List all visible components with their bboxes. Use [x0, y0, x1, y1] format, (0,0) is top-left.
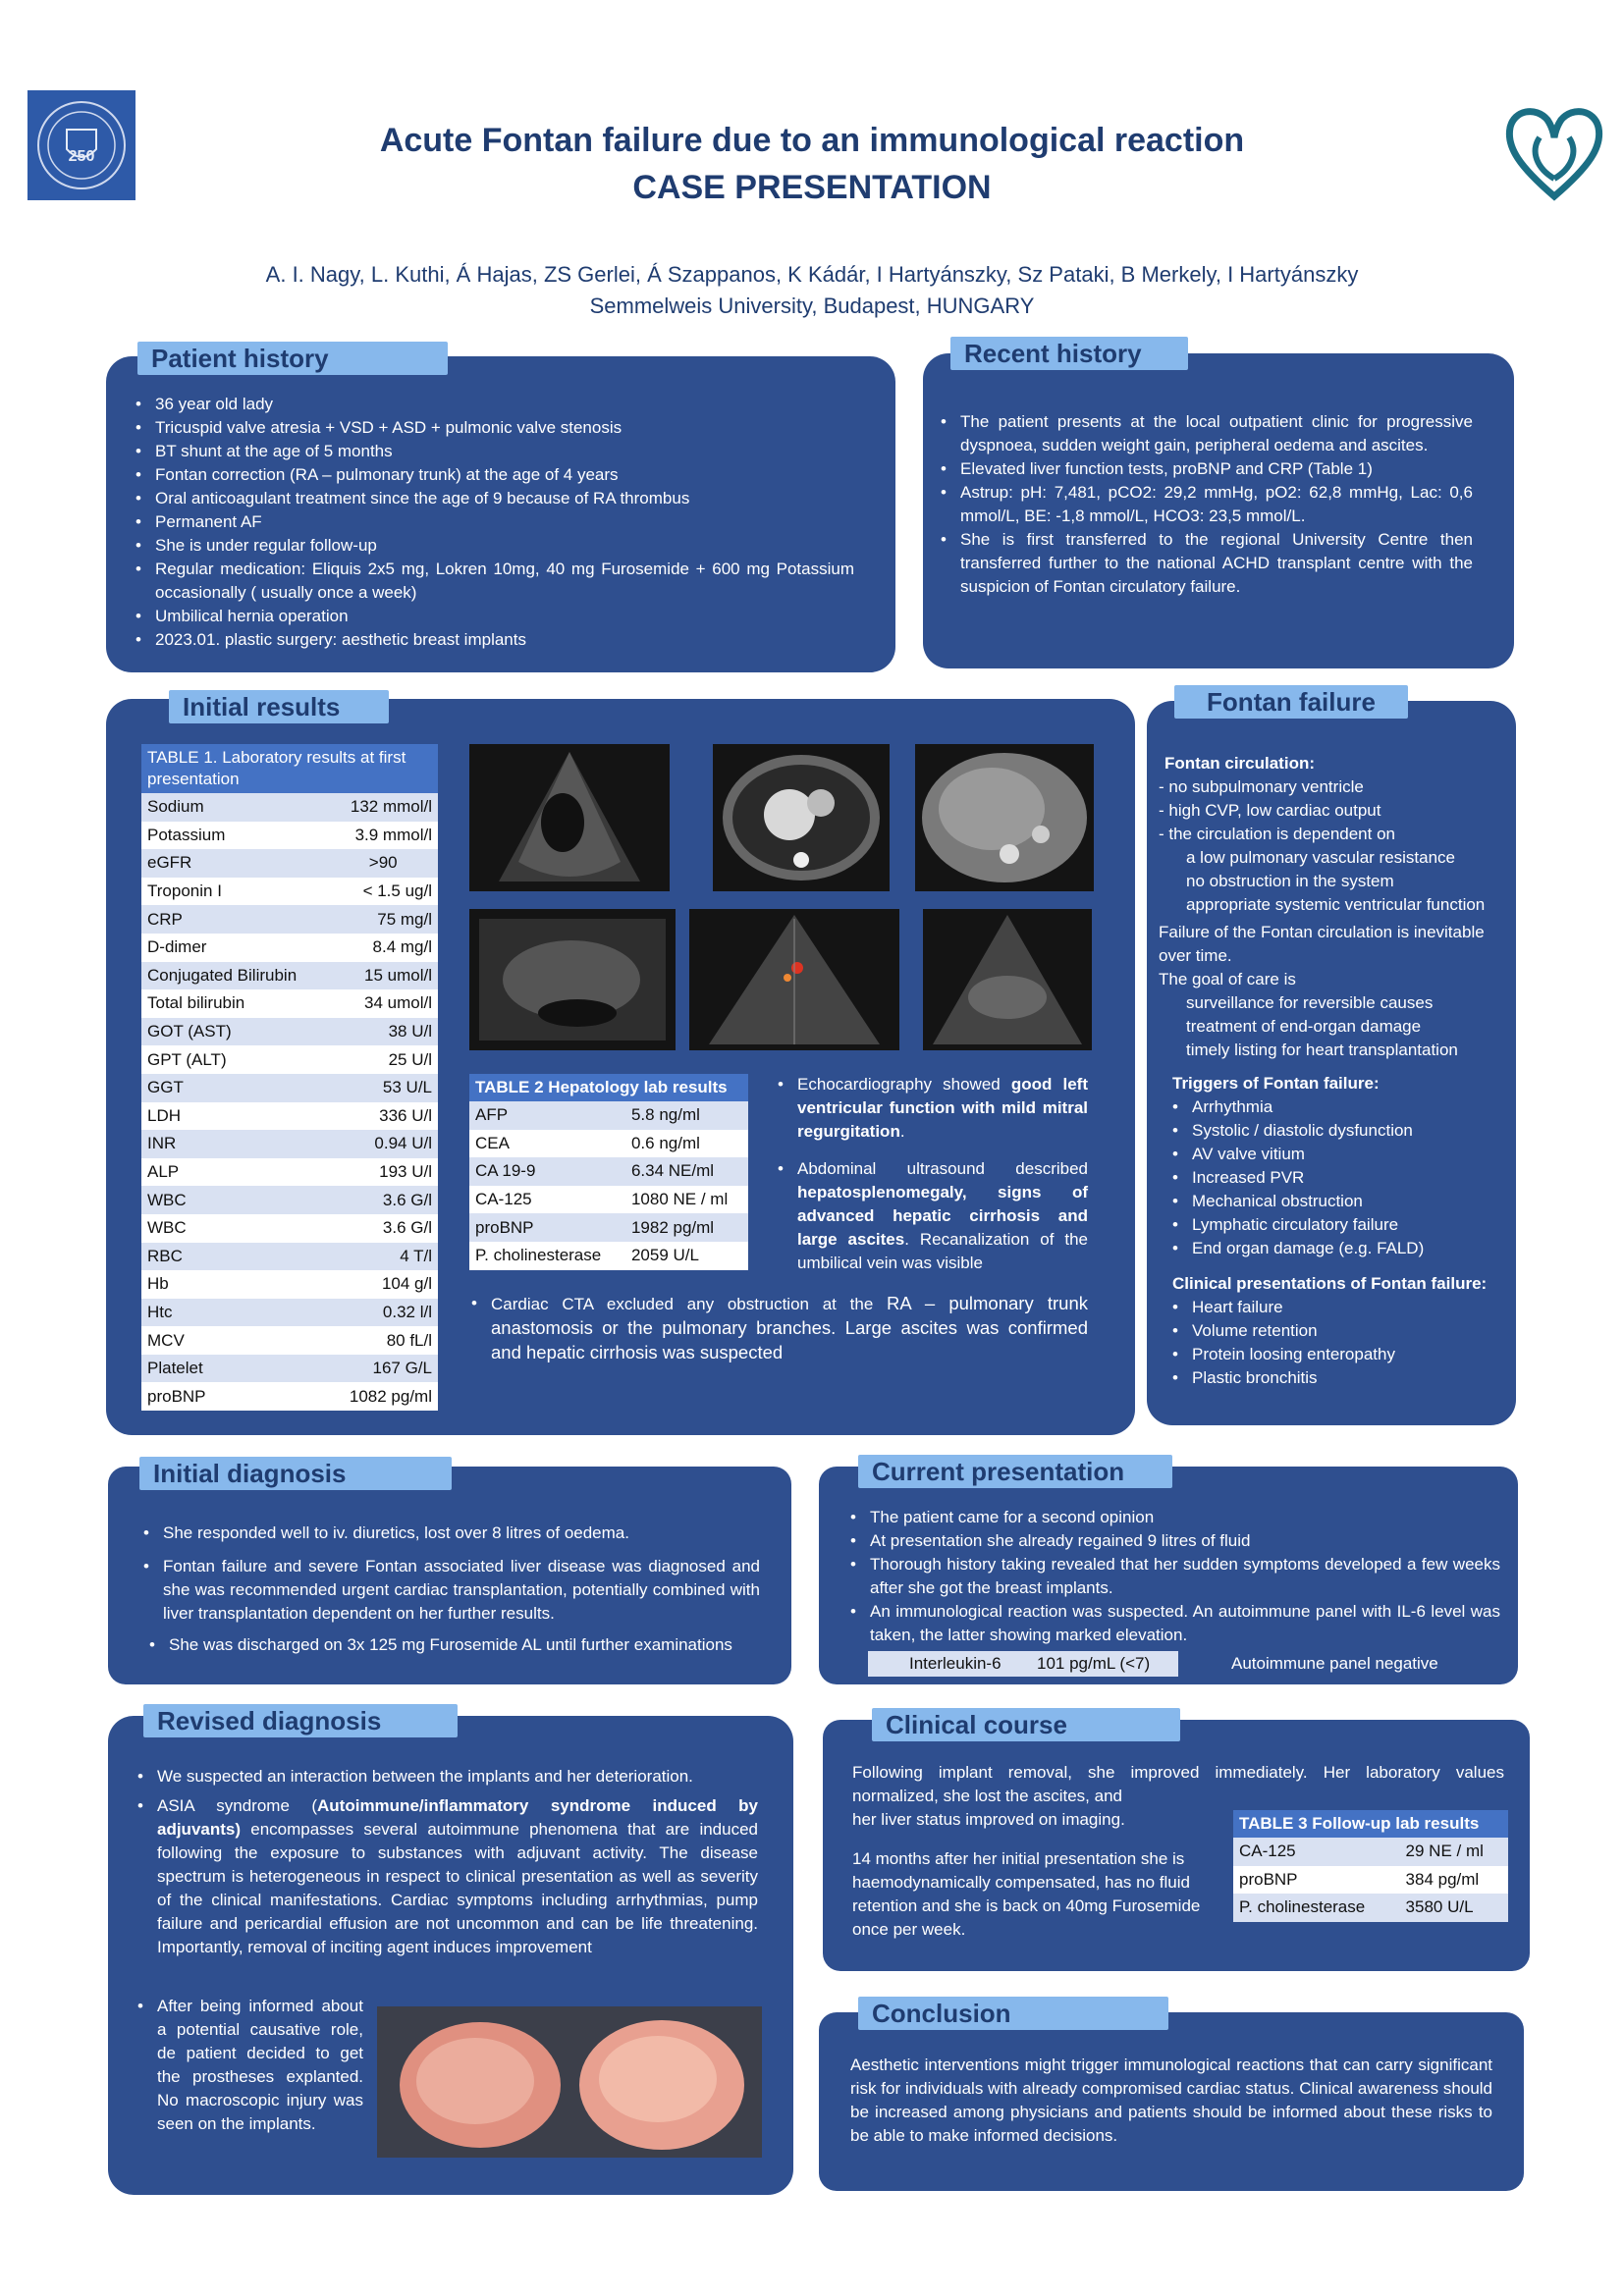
- patient-history-list: [134, 393, 854, 652]
- table-row: proBNP 1082 pg/ml: [141, 1382, 438, 1411]
- table-row: CRP 75 mg/l: [141, 905, 438, 934]
- clinical-course-text1b: her liver status improved on imaging.: [852, 1810, 1125, 1829]
- goal-sub-item: surveillance for reversible causes: [1186, 993, 1434, 1012]
- list-item: • Volume retention: [1170, 1319, 1512, 1343]
- table-row: D-dimer 8.4 mg/l: [141, 934, 438, 962]
- il6-value: 101 pg/mL (<7): [1037, 1654, 1151, 1673]
- poster-title: Acute Fontan failure due to an immunological reaction: [379, 122, 1245, 159]
- table-row: MCV 80 fL/l: [141, 1326, 438, 1355]
- list-item: • Plastic bronchitis: [1170, 1366, 1512, 1390]
- table-row: Sodium 132 mmol/l: [141, 793, 438, 822]
- table-row: Troponin I < 1.5 ug/l: [141, 878, 438, 906]
- list-item: • Arrhythmia: [1170, 1095, 1512, 1119]
- list-item: • She is under regular follow-up: [134, 534, 854, 558]
- table-row: CEA 0.6 ng/ml: [469, 1130, 748, 1158]
- il6-label: Interleukin-6: [909, 1654, 1001, 1673]
- circ-sub-item: no obstruction in the system: [1186, 872, 1394, 890]
- recent-history-list: [939, 410, 1473, 599]
- table-row: proBNP 1982 pg/ml: [469, 1213, 748, 1242]
- triggers-list: [1159, 1095, 1512, 1260]
- initial-diagnosis-title: Initial diagnosis: [139, 1457, 452, 1490]
- doppler-ultrasound-image: [689, 909, 899, 1050]
- table2: [469, 1074, 748, 1270]
- circ-sub-item: appropriate systemic ventricular function: [1186, 895, 1486, 914]
- table3-caption: TABLE 3 Follow-up lab results: [1233, 1810, 1508, 1838]
- echo-finding: • Echocardiography showed good left ventricular function with mild mitral regurgitation.: [776, 1073, 1088, 1144]
- cardiac-ct-image: [713, 744, 890, 891]
- table-row: CA-125 29 NE / ml: [1233, 1838, 1508, 1866]
- authors: A. I. Nagy, L. Kuthi, Á Hajas, ZS Gerlei, Á Szappanos, K Kádár, I Hartyánszky, Sz Pataki, B Merkely, I Hartyánszky: [265, 262, 1359, 287]
- list-item: • She responded well to iv. diuretics, lost over 8 litres of oedema.: [141, 1522, 760, 1545]
- table1: [141, 744, 438, 1411]
- abdominal-ultrasound-image: [923, 909, 1092, 1050]
- il6-result: [868, 1651, 1178, 1677]
- patient-history-title: Patient history: [137, 342, 448, 375]
- table-row: INR 0.94 U/l: [141, 1130, 438, 1158]
- table-row: CA-125 1080 NE / ml: [469, 1186, 748, 1214]
- current-presentation-list: [848, 1506, 1500, 1647]
- clinical-course-text1: [852, 1761, 1504, 1808]
- goal-sub-item: treatment of end-organ damage: [1186, 1017, 1422, 1036]
- clinical-course-p1a: Following implant removal, she improved immediately. Her laboratory values normalized, she lost the ascites, and: [852, 1763, 1504, 1805]
- list-item: • Thorough history taking revealed that her sudden symptoms developed a few weeks after she got the breast implants.: [848, 1553, 1500, 1600]
- explant-list: [135, 1995, 363, 2136]
- clinical-course-text2: 14 months after her initial presentation she is haemodynamically compensated, has no fluid retention and she is back on 40mg Furosemide once per week.: [852, 1849, 1201, 1939]
- fontan-failure-content: [1159, 752, 1512, 1390]
- list-item: • End organ damage (e.g. FALD): [1170, 1237, 1512, 1260]
- table2-caption: TABLE 2 Hepatology lab results: [469, 1074, 748, 1101]
- table-row: proBNP 384 pg/ml: [1233, 1866, 1508, 1895]
- circ-sub-item: a low pulmonary vascular resistance: [1186, 848, 1456, 867]
- list-item: • AV valve vitium: [1170, 1143, 1512, 1166]
- autoimmune-note: Autoimmune panel negative: [1231, 1654, 1438, 1673]
- list-item: • Fontan correction (RA – pulmonary trunk) at the age of 4 years: [134, 463, 854, 487]
- circ-item: - no subpulmonary ventricle: [1159, 777, 1364, 796]
- table-row: CA 19-9 6.34 NE/ml: [469, 1157, 748, 1186]
- echocardiogram-image: [469, 744, 670, 891]
- table3-body: [1233, 1838, 1508, 1922]
- circ-item: - high CVP, low cardiac output: [1159, 801, 1381, 820]
- list-item: • She was discharged on 3x 125 mg Furosemide AL until further examinations: [147, 1633, 766, 1657]
- table-row: Potassium 3.9 mmol/l: [141, 822, 438, 850]
- list-item: • Protein loosing enteropathy: [1170, 1343, 1512, 1366]
- list-item: • Mechanical obstruction: [1170, 1190, 1512, 1213]
- list-item: • Permanent AF: [134, 510, 854, 534]
- list-item: • Increased PVR: [1170, 1166, 1512, 1190]
- list-item: • Umbilical hernia operation: [134, 605, 854, 628]
- table-row: RBC 4 T/l: [141, 1243, 438, 1271]
- poster-subtitle: CASE PRESENTATION: [632, 169, 992, 206]
- liver-ultrasound-image: [469, 909, 676, 1050]
- table-row: GOT (AST) 38 U/l: [141, 1018, 438, 1046]
- conclusion-title: Conclusion: [858, 1997, 1168, 2030]
- list-item: • Regular medication: Eliquis 2x5 mg, Lokren 10mg, 40 mg Furosemide + 600 mg Potassium occasionally ( usually once a week): [134, 558, 854, 605]
- table-row: AFP 5.8 ng/ml: [469, 1101, 748, 1130]
- table-row: Platelet 167 G/L: [141, 1355, 438, 1383]
- table1-caption: TABLE 1. Laboratory results at first presentation: [141, 744, 438, 793]
- list-item: • Oral anticoagulant treatment since the age of 9 because of RA thrombus: [134, 487, 854, 510]
- conclusion-text: Aesthetic interventions might trigger immunological reactions that can carry significant risk for individuals with already compromised cardiac status. Clinical awareness should be increased among physicians and patients should be informed about these risks to be able to make informed decisions.: [850, 2056, 1492, 2145]
- svg-text:250: 250: [68, 148, 95, 165]
- list-item: • Heart failure: [1170, 1296, 1512, 1319]
- affiliation: Semmelweis University, Budapest, HUNGARY: [589, 294, 1035, 318]
- table-row: Htc 0.32 l/l: [141, 1299, 438, 1327]
- cta-finding: • Cardiac CTA excluded any obstruction at the RA – pulmonary trunk anastomosis or the pulmonary branches. Large ascites was confirmed and hepatic cirrhosis was suspected: [469, 1292, 1088, 1365]
- imaging-findings-list: [776, 1073, 1088, 1275]
- asia-item: • ASIA syndrome (Autoimmune/inflammatory syndrome induced by adjuvants) encompasses several autoimmune phenomena that are induced following the exposure to substances with adjuvant activity. The disease spectrum is heterogeneous in respect to clinical presentation as well as severity of the clinical manifestations. Cardiac symptoms including arrhythmias, pump failure and pericardial effusion are not uncommon and can be life threatening. Importantly, removal of inciting agent induces improvement: [135, 1794, 758, 1959]
- list-item: • 36 year old lady: [134, 393, 854, 416]
- table-row: P. cholinesterase 3580 U/L: [1233, 1894, 1508, 1922]
- abdominal-ct-image: [915, 744, 1094, 891]
- goal-text: The goal of care is: [1159, 970, 1296, 988]
- list-item: • BT shunt at the age of 5 months: [134, 440, 854, 463]
- clinical-presentations-list: [1159, 1296, 1512, 1390]
- triggers-heading: Triggers of Fontan failure:: [1172, 1074, 1380, 1093]
- table-row: GPT (ALT) 25 U/l: [141, 1045, 438, 1074]
- list-item: • Systolic / diastolic dysfunction: [1170, 1119, 1512, 1143]
- table-row: Total bilirubin 34 umol/l: [141, 989, 438, 1018]
- table2-body: [469, 1101, 748, 1270]
- list-item: • Lymphatic circulatory failure: [1170, 1213, 1512, 1237]
- table1-body: [141, 793, 438, 1411]
- list-item: • Astrup: pH: 7,481, pCO2: 29,2 mmHg, pO2: 62,8 mmHg, Lac: 0,6 mmol/L, BE: -1,8 mmol/L, HCO3: 23,5 mmol/L.: [939, 481, 1473, 528]
- table-row: WBC 3.6 G/l: [141, 1186, 438, 1214]
- list-item: • We suspected an interaction between the implants and her deterioration.: [135, 1765, 758, 1789]
- initial-diagnosis-list: [141, 1522, 760, 1657]
- circ-item: - the circulation is dependent on: [1159, 825, 1395, 843]
- table-row: ALP 193 U/l: [141, 1158, 438, 1187]
- table3: [1233, 1810, 1508, 1922]
- list-item: • Elevated liver function tests, proBNP and CRP (Table 1): [939, 457, 1473, 481]
- fontan-failure-title: Fontan failure: [1174, 685, 1408, 719]
- current-presentation-title: Current presentation: [858, 1455, 1172, 1488]
- inevitable-text: Failure of the Fontan circulation is inevitable over time.: [1159, 923, 1485, 965]
- table-row: Conjugated Bilirubin 15 umol/l: [141, 962, 438, 990]
- clinical-course-title: Clinical course: [872, 1708, 1180, 1741]
- table-row: eGFR >90: [141, 849, 438, 878]
- list-item: • The patient came for a second opinion: [848, 1506, 1500, 1529]
- ultrasound-finding: • Abdominal ultrasound described hepatosplenomegaly, signs of advanced hepatic cirrhosis and large ascites. Recanalization of the umbilical vein was visible: [776, 1157, 1088, 1275]
- list-item: • Fontan failure and severe Fontan associated liver disease was diagnosed and she was recommended urgent cardiac transplantation, potentially combined with liver transplantation dependent on her further results.: [141, 1555, 760, 1626]
- list-item: • Tricuspid valve atresia + VSD + ASD + pulmonic valve stenosis: [134, 416, 854, 440]
- implants-photo: [377, 2006, 762, 2158]
- table-row: WBC 3.6 G/l: [141, 1214, 438, 1243]
- list-item: • She is first transferred to the regional University Centre then transferred further to the national ACHD transplant centre with the suspicion of Fontan circulatory failure.: [939, 528, 1473, 599]
- table-row: GGT 53 U/L: [141, 1074, 438, 1102]
- recent-history-title: Recent history: [950, 337, 1188, 370]
- cta-finding-list: [469, 1292, 1088, 1365]
- list-item: • The patient presents at the local outpatient clinic for progressive dyspnoea, sudden weight gain, peripheral oedema and ascites.: [939, 410, 1473, 457]
- list-item: • An immunological reaction was suspected. An autoimmune panel with IL-6 level was taken, the latter showing marked elevation.: [848, 1600, 1500, 1647]
- initial-results-title: Initial results: [169, 690, 389, 723]
- list-item: • After being informed about a potential causative role, de patient decided to get the prostheses explanted. No macroscopic injury was seen on the implants.: [135, 1995, 363, 2136]
- table-row: LDH 336 U/l: [141, 1102, 438, 1131]
- fontan-circulation-heading: Fontan circulation:: [1164, 754, 1315, 773]
- list-item: • At presentation she already regained 9 litres of fluid: [848, 1529, 1500, 1553]
- table-row: Hb 104 g/l: [141, 1270, 438, 1299]
- goal-sub-item: timely listing for heart transplantation: [1186, 1041, 1458, 1059]
- revised-diagnosis-list: [135, 1765, 758, 1959]
- clinical-presentations-heading: Clinical presentations of Fontan failure:: [1172, 1274, 1488, 1293]
- revised-diagnosis-title: Revised diagnosis: [143, 1704, 458, 1737]
- list-item: • 2023.01. plastic surgery: aesthetic breast implants: [134, 628, 854, 652]
- table-row: P. cholinesterase 2059 U/L: [469, 1242, 748, 1270]
